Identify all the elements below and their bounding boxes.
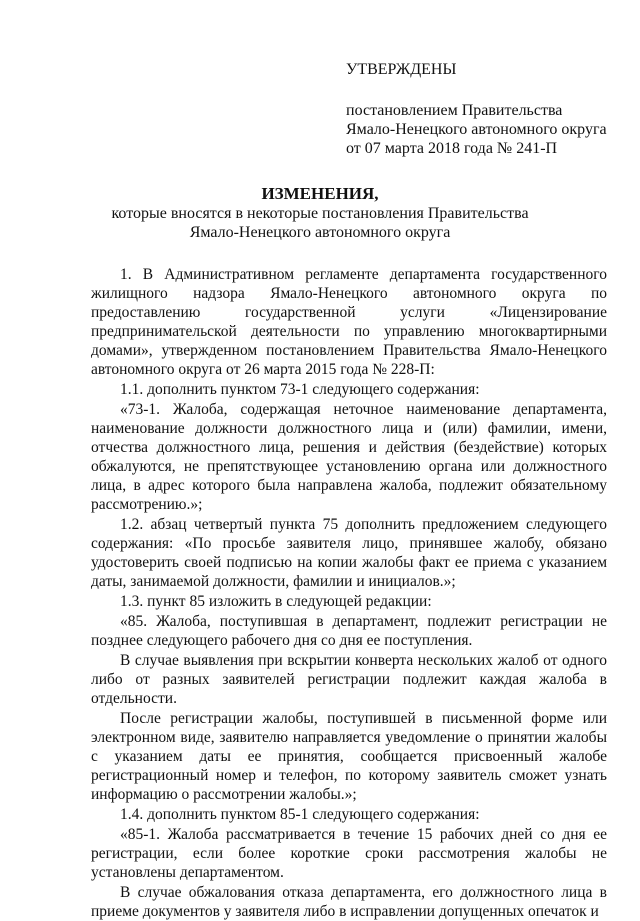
paragraph: 1.3. пункт 85 изложить в следующей редакции: xyxy=(120,593,432,610)
approved-header: УТВЕРЖДЕНЫ xyxy=(346,61,457,78)
paragraph: «85. Жалоба, поступившая в департамент, подлежит регистрации не позднее следующего рабочего дня со дня ее поступления. xyxy=(91,613,607,649)
title-main: ИЗМЕНЕНИЯ, xyxy=(261,184,379,203)
paragraph: «73-1. Жалоба, содержащая неточное наименование департамента, наименование должности должностного лица и (или) фамилии, имени, отчества должностного лица, решения и действия (бездействие) которых обжалуются, не препятствующее установлению органа или должностного лица, в адрес которого была направлена жалоба, подлежит обязательному рассмотрению.»; xyxy=(91,401,607,513)
paragraph: В случае обжалования отказа департамента, его должностного лица в приеме документов у заявителя либо в исправлении допущенных опечаток и xyxy=(91,884,607,920)
title-subtitle-line: которые вносятся в некоторые постановления Правительства xyxy=(111,205,529,222)
paragraph: 1.4. дополнить пунктом 85-1 следующего содержания: xyxy=(120,806,480,823)
approval-stamp xyxy=(346,60,607,158)
title-subtitle-line: Ямало-Ненецкого автономного округа xyxy=(189,224,451,241)
document-body xyxy=(91,265,607,921)
paragraph: 1.1. дополнить пунктом 73-1 следующего содержания: xyxy=(120,381,480,398)
approved-line: Ямало-Ненецкого автономного округа xyxy=(346,121,607,138)
paragraph: После регистрации жалобы, поступившей в письменной форме или электронном виде, заявителю направляется уведомление о принятии жалобы с указанием даты ее принятия, сообщается присвоенный жалобе регистрационный номер и телефон, по которому заявитель сможет узнать информацию о рассмотрении жалобы.»; xyxy=(91,710,607,803)
approved-line: от 07 марта 2018 года № 241-П xyxy=(346,140,558,157)
paragraph: «85-1. Жалоба рассматривается в течение 15 рабочих дней со дня ее регистрации, если более короткие сроки рассмотрения жалобы не установлены департаментом. xyxy=(91,826,607,881)
paragraph: 1. В Административном регламенте департамента государственного жилищного надзора Ямало-Ненецкого автономного округа по предоставлению государственной услуги «Лицензирование предпринимательской деятельности по управлению многоквартирными домами», утвержденном постановлением Правительства Ямало-Ненецкого автономного округа от 26 марта 2015 года № 228-П: xyxy=(91,266,607,378)
approved-line: постановлением Правительства xyxy=(346,102,563,119)
paragraph: В случае выявления при вскрытии конверта нескольких жалоб от одного либо от разных заявителей регистрации подлежит каждая жалоба в отдельности. xyxy=(91,652,607,707)
document-title xyxy=(0,184,640,242)
paragraph: 1.2. абзац четвертый пункта 75 дополнить предложением следующего содержания: «По просьбе заявителя лицо, принявшее жалобу, обязано удостоверить своей подписью на копии жалобы факт ее приема с указанием даты, занимаемой должности, фамилии и инициалов.»; xyxy=(91,516,607,590)
